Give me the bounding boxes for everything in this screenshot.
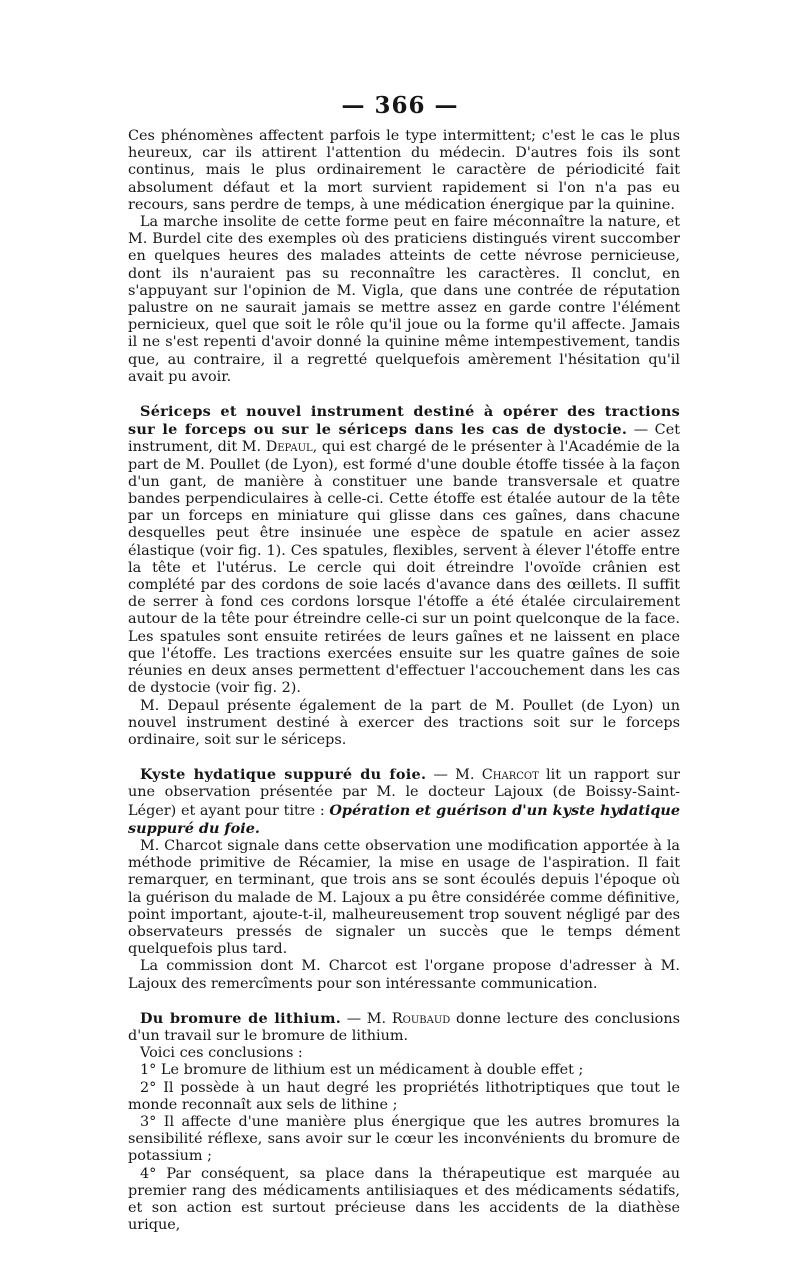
- conclusion-item: 1° Le bromure de lithium est un médicament à double effet ;: [140, 1062, 584, 1079]
- kyste-paragraph-2: M. Charcot signale dans cette observation une modification apportée à la méthode primitive de Récamier, la mise en usage de l'aspiration. Il fait remarquer, en terminant, que trois ans se sont écoulés depuis l'époque où la guérison du malade de M. Lajoux a pu être considérée comme définitive, point important, ajoute-t-il, malheureusement trop souvent négligé par des observateurs pressés de signaler un succès que le temps dément quelquefois plus tard.: [128, 837, 680, 958]
- sericeps-heading: Sériceps et nouvel instrument destiné à opérer des tractions sur le forceps ou sur le sériceps dans les cas de dystocie.: [128, 403, 680, 439]
- sericeps-body: , qui est chargé de le présenter à l'Académie de la part de M. Poullet (de Lyon), est formé d'une double étoffe tissée à la façon d'un gant, de manière à constituer une bande transversale et quatre bandes perpendiculaires à celle-ci. Cette étoffe est étalée autour de la tête par un forceps en miniature qui glisse dans ces gaînes, dans chacune desquelles peut être insinuée une espèce de spatule en acier assez élastique (voir fig. 1). Ces spatules, flexibles, servent à élever l'étoffe entre la tête et l'utérus. Le cercle qui doit étreindre l'ovoïde crânien est complété par des cordons de soie lacés d'avance dans des œillets. Il suffit de serrer à fond ces cordons lorsque l'étoffe a été étalée circulairement autour de la tête pour étreindre celle-ci sur un point quelconque de la face. Les spatules sont ensuite retirées de leurs gaînes et ne laissent en place que l'étoffe. Les tractions exercées ensuite sur les quatre gaînes de soie réunies en deux anses permettent d'effectuer l'accouchement dans les cas de dystocie (voir fig. 2).: [128, 439, 680, 697]
- conclusion-item: 3° Il affecte d'une manière plus énergique que les autres bromures la sensibilité réflexe, sans avoir sur le cœur les inconvénients du bromure de potassium ;: [128, 1113, 680, 1165]
- intro-paragraph-2: La marche insolite de cette forme peut en faire méconnaître la nature, et M. Burdel cite des exemples où des praticiens distingués virent succomber en quelques heures des malades atteints de cette névrose pernicieuse, dont ils n'auraient pas su reconnaître les caractères. Il conclut, en s'appuyant sur l'opinion de M. Vigla, que dans une contrée de réputation palustre on ne saurait jamais se mettre assez en garde contre l'élément pernicieux, quel que soit le rôle qu'il joue ou la forme qu'il affecte. Jamais il ne s'est repenti d'avoir donné la quinine même intempestivement, tandis que, au contraire, il a regretté quelquefois amèrement l'hésitation qu'il avait pu avoir.: [128, 214, 680, 385]
- bromure-body: donne lecture des conclusions d'un travail sur le bromure de lithium.: [128, 1010, 680, 1044]
- intro-paragraph-1: Ces phénomènes affectent parfois le type intermittent; c'est le cas le plus heureux, car ils attirent l'attention du médecin. D'autres fois ils sont continus, mais le plus ordinairement le caractère de périodicité fait absolument défaut et la mort survient rapidement si l'on n'a pas eu recours, sans perdre de temps, à une médication énergique par la quinine.: [128, 128, 680, 213]
- kyste-author: Charcot: [481, 767, 539, 784]
- sericeps-paragraph-1: [128, 403, 680, 697]
- conclusion-item: 4° Par conséquent, sa place dans la thérapeutique est marquée au premier rang des médicaments antilisiaques et des médicaments sédatifs, et son action est surtout précieuse dans les accidents de la diathèse urique,: [128, 1165, 680, 1234]
- page-number: — 366 —: [341, 92, 459, 119]
- bromure-paragraph-1: [128, 1010, 680, 1045]
- sericeps-paragraph-2: M. Depaul présente également de la part de M. Poullet (de Lyon) un nouvel instrument destiné à exercer des tractions soit sur le forceps ordinaire, soit sur le sériceps.: [128, 697, 680, 748]
- section-bromure: [128, 1010, 680, 1235]
- sericeps-author: Depaul: [265, 439, 313, 456]
- bromure-lead: — M.: [341, 1010, 392, 1027]
- bromure-author: Roubaud: [391, 1010, 451, 1027]
- kyste-body: lit un rapport sur une observation présentée par M. le docteur Lajoux (de Boissy-Saint-Léger) et ayant pour titre :: [128, 767, 680, 819]
- conclusion-item: 2° Il possède à un haut degré les propriétés lithotriptiques que tout le monde reconnaît aux sels de lithine ;: [128, 1079, 680, 1113]
- bromure-paragraph-2: Voici ces conclusions :: [140, 1045, 303, 1062]
- sericeps-lead: — Cet instrument, dit M.: [128, 422, 680, 456]
- body-text: [128, 128, 680, 1234]
- kyste-heading: Kyste hydatique suppuré du foie.: [140, 766, 427, 784]
- kyste-paragraph-1: [128, 766, 680, 838]
- kyste-title: Opération et guérison d'un kyste hydatique suppuré du foie.: [128, 801, 680, 837]
- bromure-heading: Du bromure de lithium.: [140, 1009, 342, 1027]
- section-kyste: [128, 766, 680, 993]
- kyste-lead: — M.: [426, 767, 482, 784]
- section-sericeps: [128, 403, 680, 749]
- kyste-paragraph-3: La commission dont M. Charcot est l'organe propose d'adresser à M. Lajoux des remercîments pour son intéressante communication.: [128, 958, 680, 992]
